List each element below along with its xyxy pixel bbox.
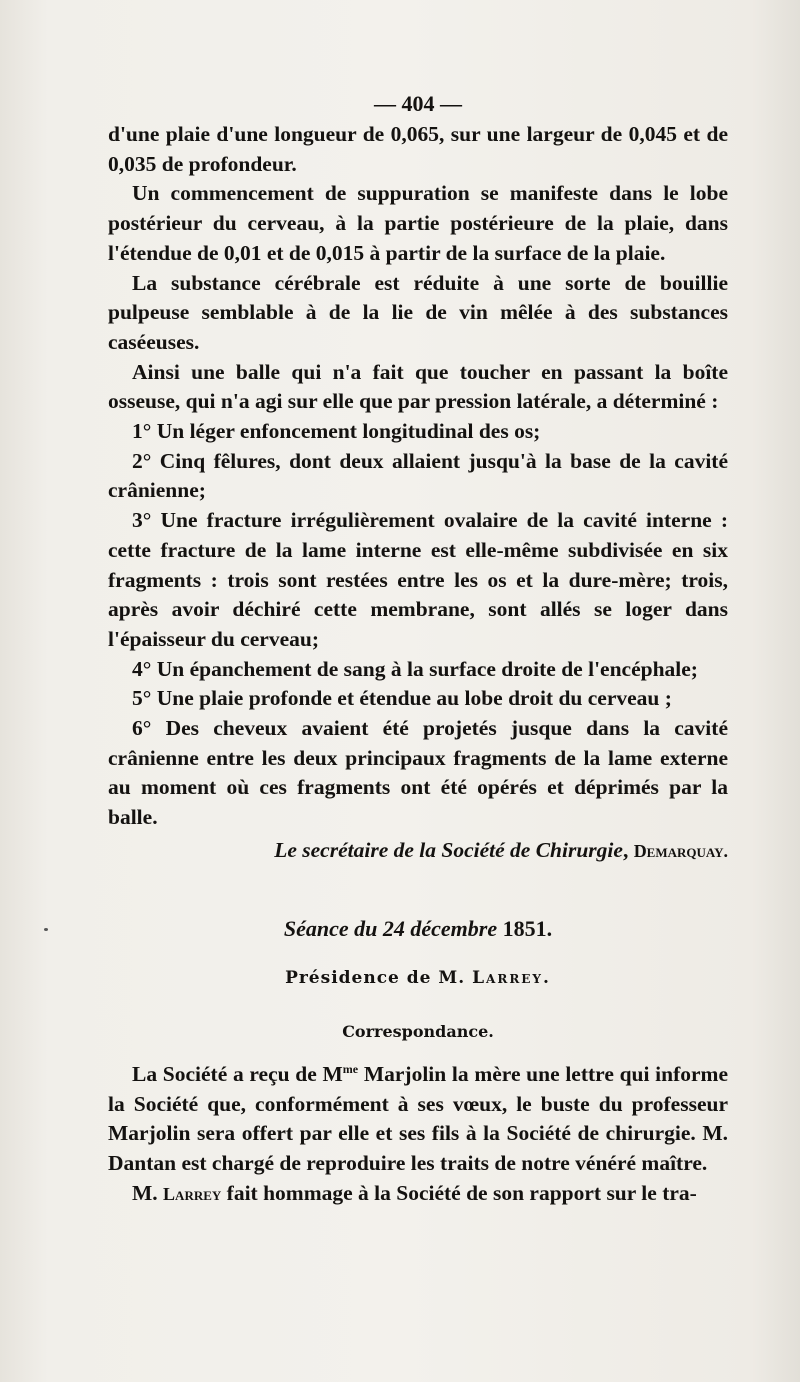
- list-item-5: 5° Une plaie profonde et étendue au lobe droit du cerveau ;: [132, 686, 672, 711]
- page-content: [108, 90, 728, 1209]
- session-date: Séance du 24 décembre: [283, 915, 498, 941]
- list-item-4: 4° Un épanchement de sang à la surface droite de l'encéphale;: [132, 656, 698, 681]
- larrey-prefix: M.: [132, 1180, 158, 1205]
- paragraph-wound-dimensions: d'une plaie d'une longueur de 0,065, sur une largeur de 0,045 et de 0,035 de profondeur.: [108, 122, 728, 176]
- list-item-3: 3° Une fracture irrégulièrement ovalaire de la cavité interne : cette fracture de la lame interne est elle-même subdivisée en six fragments : trois sont restées entre les os et la dure-mère; trois, après avoir déchiré cette membrane, sont allés se loger dans l'épaisseur du cerveau;: [108, 508, 728, 651]
- letter-text-start: La Société a reçu de M: [132, 1061, 343, 1086]
- larrey-name: Larrey: [163, 1183, 222, 1204]
- signature-title: Le secrétaire de la Société de Chirurgie: [274, 837, 623, 862]
- paragraph-cerebral-substance: La substance cérébrale est réduite à une sorte de bouillie pulpeuse semblable à de la lie de vin mêlée à des substances caséeuses.: [108, 270, 728, 354]
- signature-name: Demarquay.: [633, 840, 728, 861]
- letter-text-rest: Marjolin la mère une lettre qui informe la Société que, conformément à ses vœux, le buste du professeur Marjolin sera offert par elle et ses fils à la Société de chirurgie. M. Dantan est chargé de reproduire les traits de notre vénéré maître.: [108, 1061, 728, 1175]
- list-item-6: 6° Des cheveux avaient été projetés jusque dans la cavité crânienne entre les deux principaux fragments de la lame externe au moment où ces fragments ont été opérés et déprimés par la balle.: [108, 716, 728, 830]
- paragraph-larrey-homage: [108, 1179, 728, 1210]
- larrey-text: fait hommage à la Société de son rapport sur le tra-: [221, 1180, 697, 1205]
- session-year: 1851.: [502, 915, 553, 941]
- paragraph-suppuration: Un commencement de suppuration se manifeste dans le lobe postérieur du cerveau, à la partie postérieure de la plaie, dans l'étendue de 0,01 et de 0,015 à partir de la surface de la plaie.: [108, 181, 728, 265]
- president-name: Larrey.: [472, 967, 551, 988]
- paragraph-marjolin-letter: [108, 1060, 728, 1179]
- list-item-2: 2° Cinq fêlures, dont deux allaient jusqu'à la base de la cavité crânienne;: [108, 448, 728, 503]
- presidency-heading: [108, 966, 728, 990]
- session-heading: [108, 914, 728, 944]
- letter-superscript: me: [342, 1061, 359, 1076]
- correspondence-heading: Correspondance.: [342, 1021, 494, 1041]
- list-item-1: 1° Un léger enfoncement longitudinal des os;: [132, 419, 541, 444]
- page-number: — 404 —: [374, 91, 462, 116]
- paragraph-conclusion-intro: Ainsi une balle qui n'a fait que toucher en passant la boîte osseuse, qui n'a agi sur elle que par pression latérale, a déterminé :: [108, 359, 728, 414]
- ink-speck: [44, 928, 48, 931]
- secretary-signature: Le secrétaire de la Société de Chirurgie, Demarquay.: [274, 837, 728, 862]
- presidency-label: Présidence de M.: [285, 967, 466, 988]
